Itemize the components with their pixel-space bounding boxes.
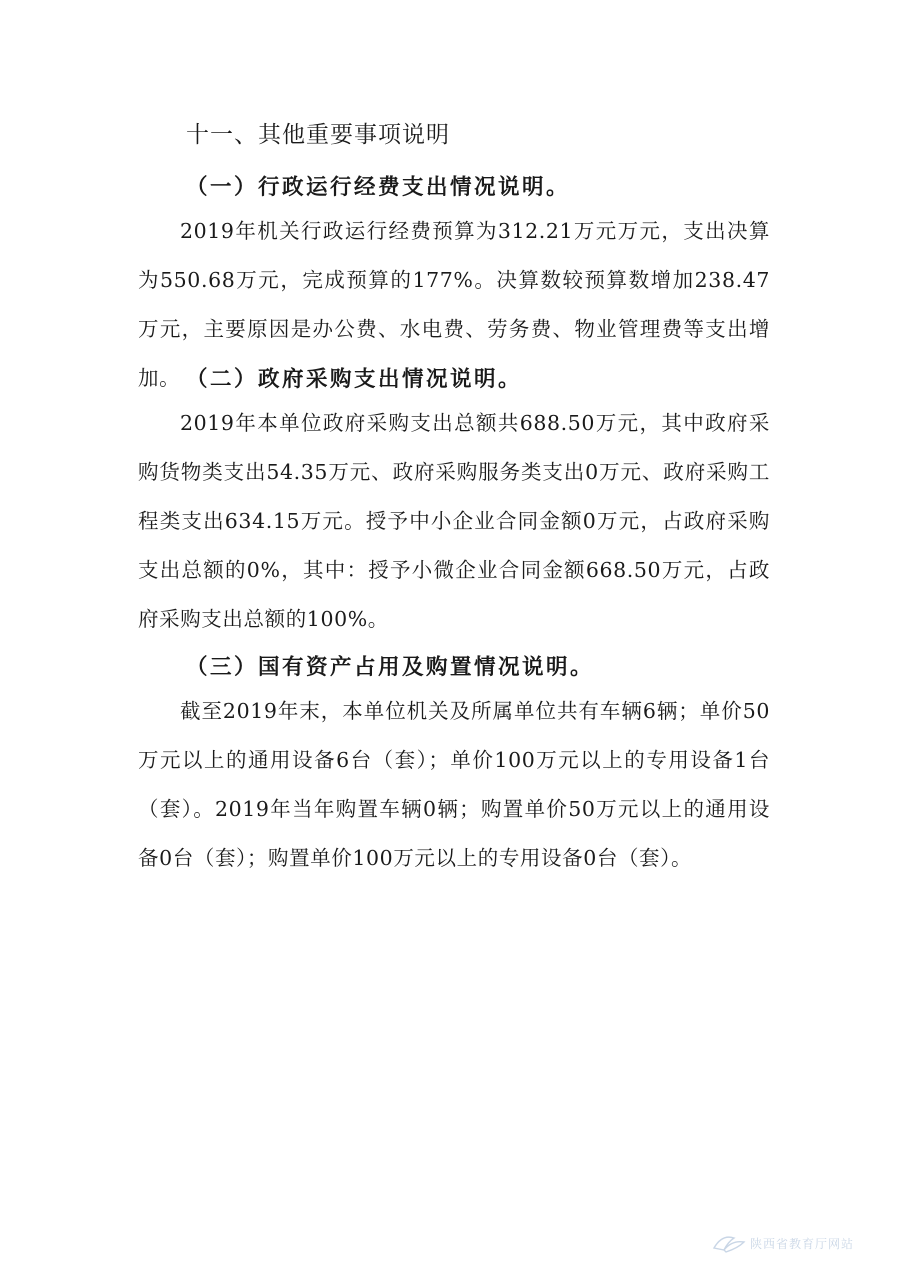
watermark-text: 陕西省教育厅网站 xyxy=(750,1236,855,1251)
subsection-paragraph-1: 2019年机关行政运行经费预算为312.21万元万元，支出决算为550.68万元，完成预算的177%。决算数较预算数增加238.47万元，主要原因是办公费、水电费、劳务费、物业管理费等支出增加。 xyxy=(138,219,770,390)
subsection-title-3: （三）国有资产占用及购置情况说明。 xyxy=(186,655,595,680)
section-heading: 十一、其他重要事项说明 xyxy=(186,122,450,148)
site-watermark xyxy=(712,1232,854,1254)
leaf-logo-icon xyxy=(712,1232,746,1254)
subsection-paragraph-3: 截至2019年末，本单位机关及所属单位共有车辆6辆；单价50万元以上的通用设备6台（套）；单价100万元以上的专用设备1台（套）。2019年当年购置车辆0辆；购置单价50万元以上的通用设备0台（套）；购置单价100万元以上的专用设备0台（套）。 xyxy=(138,699,770,870)
subsection-paragraph-2: 2019年本单位政府采购支出总额共688.50万元，其中政府采购货物类支出54.35万元、政府采购服务类支出0万元、政府采购工程类支出634.15万元。授予中小企业合同金额0万元，占政府采购支出总额的0%，其中：授予小微企业合同金额668.50万元，占政府采购支出总额的100%。 xyxy=(138,411,770,631)
subsection-title-2: （二）政府采购支出情况说明。 xyxy=(186,367,523,392)
subsection-title-1: （一）行政运行经费支出情况说明。 xyxy=(186,175,571,200)
